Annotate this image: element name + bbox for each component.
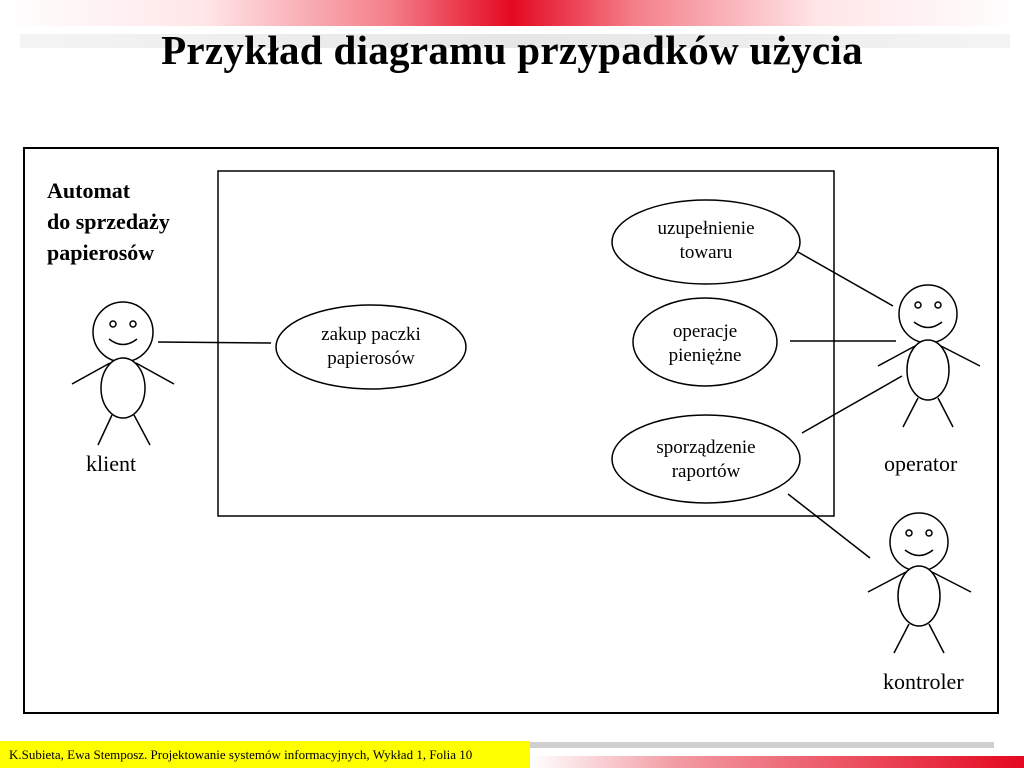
controller-head <box>890 513 948 571</box>
client-head <box>93 302 153 362</box>
use-case-purchase-line-2: papierosów <box>327 348 415 369</box>
use-case-money-label <box>633 320 777 368</box>
slide-title: Przykład diagramu przypadków użycia <box>161 27 863 73</box>
use-case-money-line-1: operacje <box>672 321 738 342</box>
use-case-reports-line-1: sporządzenie <box>656 437 756 458</box>
use-case-reports-label <box>612 436 800 484</box>
assoc-reports-operator <box>802 376 902 433</box>
operator-head <box>899 285 957 343</box>
use-case-reports-line-2: raportów <box>671 461 741 482</box>
system-name-line-1: Automat <box>47 178 131 203</box>
assoc-client-purchase <box>158 342 271 343</box>
footer-grey-line <box>530 742 994 748</box>
actor-operator-label: operator <box>884 451 958 476</box>
system-name-line-3: papierosów <box>47 240 155 265</box>
use-case-restock-line-1: uzupełnienie <box>657 218 755 239</box>
footer-credit: K.Subieta, Ewa Stemposz. Projektowanie systemów informacyjnych, Wykład 1, Folia 10 <box>0 741 530 768</box>
use-case-purchase-line-1: zakup paczki <box>321 324 421 345</box>
actor-controller-figure <box>868 513 971 653</box>
assoc-restock-operator <box>798 252 893 306</box>
actor-client-label: klient <box>86 451 137 476</box>
use-case-restock-label <box>612 217 800 265</box>
assoc-reports-controller <box>788 494 870 558</box>
operator-body <box>907 340 949 400</box>
system-name <box>47 175 170 268</box>
outer-frame <box>24 148 998 713</box>
use-case-purchase-label <box>276 323 466 371</box>
actor-operator-figure <box>878 285 980 427</box>
system-name-line-2: do sprzedaży <box>47 209 170 234</box>
actor-controller-label: kontroler <box>883 669 964 694</box>
use-case-restock-line-2: towaru <box>679 242 733 263</box>
use-case-money-line-2: pieniężne <box>668 345 742 366</box>
controller-body <box>898 566 940 626</box>
footer-red-bar <box>530 756 1024 768</box>
actor-client-figure <box>72 302 174 445</box>
client-body <box>101 358 145 418</box>
